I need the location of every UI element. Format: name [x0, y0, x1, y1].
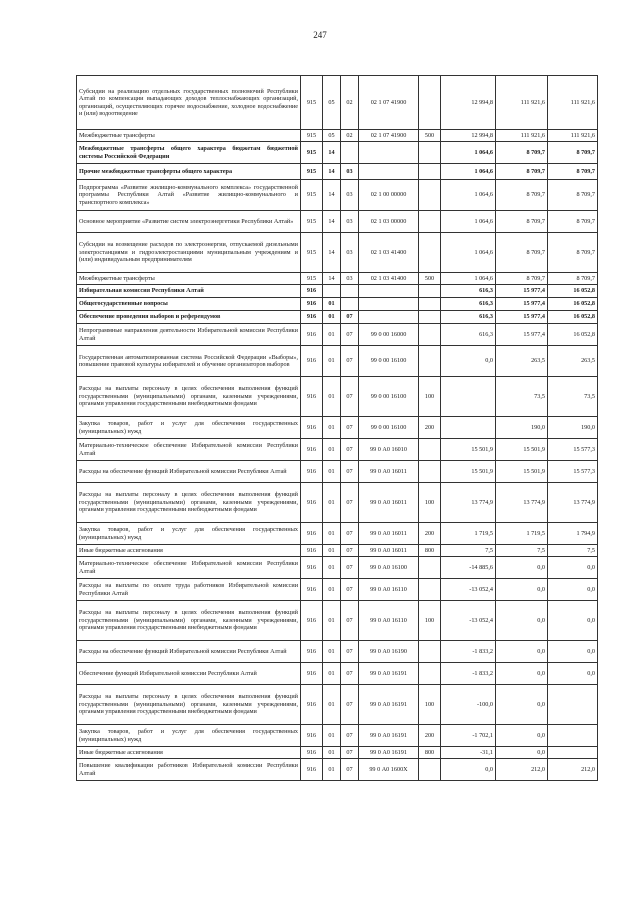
cell-amount-1: 1 064,6 — [441, 273, 496, 285]
cell-subsection-code: 03 — [341, 164, 359, 180]
cell-department-code: 916 — [301, 579, 323, 601]
table-row — [77, 346, 598, 377]
table-row — [77, 523, 598, 545]
table-row — [77, 130, 598, 142]
cell-department-code: 916 — [301, 663, 323, 685]
cell-section-code: 01 — [323, 324, 341, 346]
cell-expense-type — [419, 324, 441, 346]
table-row — [77, 439, 598, 461]
cell-amount-1: -13 052,4 — [441, 601, 496, 641]
cell-section-code: 01 — [323, 747, 341, 759]
cell-section-code: 01 — [323, 641, 341, 663]
cell-amount-2: 73,5 — [496, 377, 548, 417]
table-row — [77, 557, 598, 579]
cell-target-article: 99 0 А0 16191 — [359, 747, 419, 759]
table-row — [77, 641, 598, 663]
cell-expense-type: 100 — [419, 377, 441, 417]
cell-expense-type: 100 — [419, 601, 441, 641]
cell-amount-2: 0,0 — [496, 557, 548, 579]
cell-amount-2: 0,0 — [496, 725, 548, 747]
cell-amount-1: -1 702,1 — [441, 725, 496, 747]
cell-amount-3: 16 052,8 — [548, 311, 598, 324]
cell-amount-3: 0,0 — [548, 579, 598, 601]
cell-description: Прочие межбюджетные трансферты общего характера — [77, 164, 301, 180]
cell-expense-type — [419, 759, 441, 781]
cell-description: Субсидии на возмещение расходов по электроэнергии, отпускаемой дизельными электростанциями и гидроэлектростанциями муниципальным учреждениям и (или) индивидуальным предпринимателям — [77, 233, 301, 273]
table-row — [77, 461, 598, 483]
cell-expense-type — [419, 641, 441, 663]
cell-expense-type: 100 — [419, 685, 441, 725]
cell-description: Расходы на выплаты персоналу в целях обеспечения выполнения функций государственными (муниципальными) органами, казенными учреждениями, органами управления государственными внебюджетными фондами — [77, 483, 301, 523]
cell-amount-3: 1 794,9 — [548, 523, 598, 545]
cell-expense-type: 800 — [419, 545, 441, 557]
cell-amount-1: 616,3 — [441, 298, 496, 311]
cell-amount-1: 13 774,9 — [441, 483, 496, 523]
cell-amount-2: 0,0 — [496, 663, 548, 685]
cell-section-code: 01 — [323, 557, 341, 579]
cell-subsection-code: 07 — [341, 461, 359, 483]
cell-amount-3: 15 577,3 — [548, 439, 598, 461]
cell-amount-2: 13 774,9 — [496, 483, 548, 523]
cell-subsection-code: 07 — [341, 324, 359, 346]
cell-description: Материально-техническое обеспечение Избирательной комиссии Республики Алтай — [77, 557, 301, 579]
cell-section-code: 01 — [323, 523, 341, 545]
cell-department-code: 915 — [301, 164, 323, 180]
cell-expense-type — [419, 346, 441, 377]
cell-section-code: 01 — [323, 483, 341, 523]
cell-target-article — [359, 142, 419, 164]
page-number: 247 — [313, 30, 327, 40]
cell-amount-2: 15 977,4 — [496, 324, 548, 346]
cell-target-article: 99 0 А0 16191 — [359, 685, 419, 725]
cell-section-code: 01 — [323, 346, 341, 377]
cell-expense-type: 200 — [419, 725, 441, 747]
cell-section-code: 14 — [323, 142, 341, 164]
cell-description: Субсидии на реализацию отдельных государственных полномочий Республики Алтай по компенсации выпадающих доходов теплоснабжающих организаций, организаций, осуществляющих горячее водоснабжение, холодное водоснабжение и (или) водоотведение — [77, 76, 301, 130]
table-row — [77, 417, 598, 439]
cell-amount-3: 8 709,7 — [548, 233, 598, 273]
cell-target-article: 99 0 А0 16011 — [359, 523, 419, 545]
cell-department-code: 915 — [301, 76, 323, 130]
cell-amount-3: 111 921,6 — [548, 76, 598, 130]
cell-subsection-code — [341, 142, 359, 164]
cell-description: Закупка товаров, работ и услуг для обеспечения государственных (муниципальных) нужд — [77, 725, 301, 747]
cell-department-code: 916 — [301, 461, 323, 483]
cell-department-code: 916 — [301, 685, 323, 725]
cell-section-code: 01 — [323, 759, 341, 781]
table-row — [77, 273, 598, 285]
cell-target-article: 99 0 00 16100 — [359, 346, 419, 377]
cell-department-code: 915 — [301, 233, 323, 273]
cell-target-article — [359, 298, 419, 311]
cell-amount-1: -31,1 — [441, 747, 496, 759]
cell-subsection-code — [341, 285, 359, 298]
cell-description: Избирательная комиссия Республики Алтай — [77, 285, 301, 298]
cell-amount-3: 263,5 — [548, 346, 598, 377]
cell-amount-2: 15 977,4 — [496, 285, 548, 298]
cell-description: Государственная автоматизированная система Российской Федерации «Выборы», повышение правовой культуры избирателей и обучение организаторов выборов — [77, 346, 301, 377]
cell-department-code: 916 — [301, 285, 323, 298]
cell-amount-1: 1 064,6 — [441, 211, 496, 233]
cell-amount-3: 16 052,8 — [548, 298, 598, 311]
table-row — [77, 601, 598, 641]
table-row — [77, 725, 598, 747]
cell-description: Расходы на выплаты по оплате труда работников Избирательной комиссии Республики Алтай — [77, 579, 301, 601]
cell-amount-3: 16 052,8 — [548, 324, 598, 346]
cell-amount-1 — [441, 377, 496, 417]
cell-amount-3 — [548, 747, 598, 759]
cell-subsection-code: 07 — [341, 346, 359, 377]
table-row — [77, 579, 598, 601]
cell-subsection-code: 07 — [341, 557, 359, 579]
cell-subsection-code: 07 — [341, 759, 359, 781]
table-row — [77, 76, 598, 130]
cell-department-code: 915 — [301, 130, 323, 142]
cell-amount-2: 212,0 — [496, 759, 548, 781]
cell-description: Расходы на выплаты персоналу в целях обеспечения выполнения функций государственными (муниципальными) органами, казенными учреждениями, органами управления государственными внебюджетными фондами — [77, 601, 301, 641]
cell-description: Обеспечение функций Избирательной комиссии Республики Алтай — [77, 663, 301, 685]
cell-expense-type — [419, 663, 441, 685]
cell-expense-type — [419, 557, 441, 579]
cell-amount-3: 7,5 — [548, 545, 598, 557]
cell-amount-2: 0,0 — [496, 601, 548, 641]
cell-description: Закупка товаров, работ и услуг для обеспечения государственных (муниципальных) нужд — [77, 523, 301, 545]
budget-table — [76, 75, 598, 781]
cell-department-code: 916 — [301, 759, 323, 781]
cell-department-code: 916 — [301, 641, 323, 663]
cell-amount-2: 15 977,4 — [496, 311, 548, 324]
cell-amount-2: 15 977,4 — [496, 298, 548, 311]
cell-subsection-code: 03 — [341, 211, 359, 233]
cell-expense-type — [419, 285, 441, 298]
cell-expense-type: 100 — [419, 483, 441, 523]
cell-section-code: 01 — [323, 311, 341, 324]
cell-section-code: 01 — [323, 417, 341, 439]
cell-target-article: 99 0 А0 16191 — [359, 725, 419, 747]
cell-amount-1 — [441, 417, 496, 439]
cell-target-article: 99 0 А0 16011 — [359, 461, 419, 483]
cell-department-code: 916 — [301, 439, 323, 461]
cell-subsection-code: 07 — [341, 523, 359, 545]
cell-description: Подпрограмма «Развитие жилищно-коммунального комплекса» государственной программы Республики Алтай «Развитие жилищно-коммунального и транспортного комплекса» — [77, 180, 301, 211]
cell-description: Иные бюджетные ассигнования — [77, 747, 301, 759]
cell-target-article — [359, 285, 419, 298]
cell-section-code: 01 — [323, 439, 341, 461]
table-row — [77, 324, 598, 346]
cell-amount-3 — [548, 685, 598, 725]
cell-section-code: 01 — [323, 298, 341, 311]
cell-department-code: 916 — [301, 545, 323, 557]
cell-amount-2: 8 709,7 — [496, 180, 548, 211]
cell-subsection-code: 07 — [341, 439, 359, 461]
cell-target-article: 99 0 00 16100 — [359, 417, 419, 439]
cell-amount-2: 15 501,9 — [496, 439, 548, 461]
cell-amount-2: 8 709,7 — [496, 211, 548, 233]
cell-amount-2: 1 719,5 — [496, 523, 548, 545]
cell-target-article: 99 0 А0 16011 — [359, 545, 419, 557]
cell-section-code: 14 — [323, 180, 341, 211]
cell-expense-type — [419, 439, 441, 461]
cell-subsection-code: 07 — [341, 545, 359, 557]
cell-department-code: 916 — [301, 483, 323, 523]
cell-expense-type — [419, 298, 441, 311]
cell-section-code: 01 — [323, 579, 341, 601]
cell-amount-3: 16 052,8 — [548, 285, 598, 298]
cell-subsection-code: 07 — [341, 601, 359, 641]
cell-department-code: 916 — [301, 298, 323, 311]
cell-department-code: 915 — [301, 142, 323, 164]
cell-expense-type: 200 — [419, 417, 441, 439]
cell-description: Иные бюджетные ассигнования — [77, 545, 301, 557]
cell-amount-1: -14 885,6 — [441, 557, 496, 579]
cell-amount-2: 263,5 — [496, 346, 548, 377]
cell-target-article: 99 0 А0 16100 — [359, 557, 419, 579]
cell-description: Повышение квалификации работников Избирательной комиссии Республики Алтай — [77, 759, 301, 781]
cell-amount-2: 15 501,9 — [496, 461, 548, 483]
cell-description: Обеспечение проведения выборов и референдумов — [77, 311, 301, 324]
cell-amount-1: -1 833,2 — [441, 641, 496, 663]
table-row — [77, 298, 598, 311]
cell-description: Расходы на выплаты персоналу в целях обеспечения выполнения функций государственными (муниципальными) органами, казенными учреждениями, органами управления государственными внебюджетными фондами — [77, 685, 301, 725]
cell-amount-3: 15 577,3 — [548, 461, 598, 483]
cell-amount-1: 12 994,8 — [441, 76, 496, 130]
cell-description: Общегосударственные вопросы — [77, 298, 301, 311]
cell-department-code: 916 — [301, 377, 323, 417]
cell-department-code: 915 — [301, 211, 323, 233]
cell-subsection-code: 07 — [341, 663, 359, 685]
cell-amount-3: 13 774,9 — [548, 483, 598, 523]
cell-amount-1: 616,3 — [441, 311, 496, 324]
cell-target-article: 99 0 А0 1600Х — [359, 759, 419, 781]
cell-subsection-code: 03 — [341, 180, 359, 211]
cell-amount-1: 7,5 — [441, 545, 496, 557]
cell-amount-2: 8 709,7 — [496, 164, 548, 180]
cell-amount-1: 1 064,6 — [441, 233, 496, 273]
cell-amount-2: 7,5 — [496, 545, 548, 557]
cell-amount-2: 0,0 — [496, 579, 548, 601]
cell-department-code: 915 — [301, 273, 323, 285]
table-row — [77, 311, 598, 324]
cell-description: Основное мероприятие «Развитие систем электроэнергетики Республики Алтай» — [77, 211, 301, 233]
table-row — [77, 377, 598, 417]
cell-description: Материально-техническое обеспечение Избирательной комиссии Республики Алтай — [77, 439, 301, 461]
cell-description: Закупка товаров, работ и услуг для обеспечения государственных (муниципальных) нужд — [77, 417, 301, 439]
table-row — [77, 545, 598, 557]
cell-section-code: 01 — [323, 725, 341, 747]
cell-description: Межбюджетные трансферты — [77, 273, 301, 285]
cell-amount-2: 8 709,7 — [496, 273, 548, 285]
cell-amount-3: 8 709,7 — [548, 142, 598, 164]
cell-description: Непрограммные направления деятельности Избирательной комиссии Республики Алтай — [77, 324, 301, 346]
cell-target-article — [359, 311, 419, 324]
cell-amount-2: 0,0 — [496, 747, 548, 759]
cell-amount-3: 111 921,6 — [548, 130, 598, 142]
cell-expense-type — [419, 180, 441, 211]
cell-target-article: 02 1 03 41400 — [359, 273, 419, 285]
cell-section-code: 05 — [323, 130, 341, 142]
table-row — [77, 685, 598, 725]
cell-amount-1: 0,0 — [441, 759, 496, 781]
cell-amount-1: 616,3 — [441, 324, 496, 346]
cell-section-code: 01 — [323, 601, 341, 641]
cell-description: Межбюджетные трансферты — [77, 130, 301, 142]
cell-amount-2: 190,0 — [496, 417, 548, 439]
table-row — [77, 747, 598, 759]
table-row — [77, 164, 598, 180]
table-row — [77, 233, 598, 273]
cell-amount-3: 8 709,7 — [548, 273, 598, 285]
cell-target-article: 02 1 00 00000 — [359, 180, 419, 211]
cell-subsection-code: 03 — [341, 273, 359, 285]
cell-subsection-code: 07 — [341, 725, 359, 747]
cell-target-article: 99 0 00 16100 — [359, 377, 419, 417]
cell-target-article: 99 0 А0 16190 — [359, 641, 419, 663]
cell-target-article — [359, 164, 419, 180]
cell-amount-2: 111 921,6 — [496, 130, 548, 142]
cell-section-code: 01 — [323, 545, 341, 557]
cell-subsection-code: 03 — [341, 233, 359, 273]
cell-target-article: 99 0 А0 16191 — [359, 663, 419, 685]
cell-amount-1: 1 064,6 — [441, 164, 496, 180]
cell-expense-type — [419, 233, 441, 273]
cell-amount-3: 73,5 — [548, 377, 598, 417]
cell-amount-2: 111 921,6 — [496, 76, 548, 130]
cell-target-article: 99 0 А0 16110 — [359, 579, 419, 601]
cell-expense-type: 800 — [419, 747, 441, 759]
cell-expense-type — [419, 142, 441, 164]
table-row — [77, 759, 598, 781]
cell-amount-1: 12 994,8 — [441, 130, 496, 142]
cell-expense-type — [419, 76, 441, 130]
cell-amount-3: 0,0 — [548, 663, 598, 685]
cell-subsection-code: 07 — [341, 641, 359, 663]
cell-department-code: 916 — [301, 417, 323, 439]
cell-subsection-code: 07 — [341, 747, 359, 759]
cell-description: Расходы на выплаты персоналу в целях обеспечения выполнения функций государственными (муниципальными) органами, казенными учреждениями, органами управления государственными внебюджетными фондами — [77, 377, 301, 417]
cell-amount-2: 0,0 — [496, 641, 548, 663]
cell-target-article: 99 0 А0 16110 — [359, 601, 419, 641]
cell-section-code: 14 — [323, 233, 341, 273]
cell-amount-3: 8 709,7 — [548, 211, 598, 233]
cell-description: Расходы на обеспечение функций Избирательной комиссии Республики Алтай — [77, 461, 301, 483]
cell-amount-2: 0,0 — [496, 685, 548, 725]
cell-subsection-code — [341, 298, 359, 311]
cell-amount-1: 15 501,9 — [441, 461, 496, 483]
cell-amount-1: 15 501,9 — [441, 439, 496, 461]
cell-target-article: 99 0 А0 16010 — [359, 439, 419, 461]
cell-description: Межбюджетные трансферты общего характера бюджетам бюджетной системы Российской Федерации — [77, 142, 301, 164]
cell-target-article: 99 0 А0 16011 — [359, 483, 419, 523]
cell-target-article: 02 1 07 41900 — [359, 76, 419, 130]
cell-subsection-code: 02 — [341, 76, 359, 130]
cell-department-code: 916 — [301, 523, 323, 545]
cell-subsection-code: 07 — [341, 377, 359, 417]
cell-section-code: 14 — [323, 273, 341, 285]
cell-subsection-code: 02 — [341, 130, 359, 142]
cell-amount-1: 0,0 — [441, 346, 496, 377]
table-row — [77, 285, 598, 298]
cell-amount-1: 1 719,5 — [441, 523, 496, 545]
cell-amount-3: 190,0 — [548, 417, 598, 439]
cell-section-code: 01 — [323, 377, 341, 417]
table-row — [77, 142, 598, 164]
cell-amount-3: 0,0 — [548, 601, 598, 641]
cell-expense-type — [419, 579, 441, 601]
cell-amount-3: 8 709,7 — [548, 180, 598, 211]
cell-amount-3: 0,0 — [548, 557, 598, 579]
cell-expense-type: 500 — [419, 273, 441, 285]
cell-amount-3 — [548, 725, 598, 747]
cell-department-code: 916 — [301, 557, 323, 579]
cell-amount-3: 8 709,7 — [548, 164, 598, 180]
table-row — [77, 180, 598, 211]
cell-description: Расходы на обеспечение функций Избирательной комиссии Республики Алтай — [77, 641, 301, 663]
cell-subsection-code: 07 — [341, 685, 359, 725]
cell-section-code: 01 — [323, 663, 341, 685]
cell-section-code: 01 — [323, 461, 341, 483]
cell-amount-2: 8 709,7 — [496, 142, 548, 164]
cell-section-code: 01 — [323, 685, 341, 725]
cell-section-code: 14 — [323, 211, 341, 233]
cell-section-code: 05 — [323, 76, 341, 130]
cell-expense-type: 500 — [419, 130, 441, 142]
cell-expense-type — [419, 311, 441, 324]
cell-expense-type — [419, 211, 441, 233]
table-row — [77, 211, 598, 233]
cell-subsection-code: 07 — [341, 311, 359, 324]
cell-target-article: 02 1 03 00000 — [359, 211, 419, 233]
cell-subsection-code: 07 — [341, 483, 359, 523]
cell-target-article: 02 1 03 41400 — [359, 233, 419, 273]
cell-expense-type: 200 — [419, 523, 441, 545]
cell-expense-type — [419, 461, 441, 483]
cell-amount-3: 0,0 — [548, 641, 598, 663]
cell-amount-3: 212,0 — [548, 759, 598, 781]
table-row — [77, 663, 598, 685]
cell-department-code: 916 — [301, 601, 323, 641]
cell-target-article: 99 0 00 16000 — [359, 324, 419, 346]
cell-amount-1: -100,0 — [441, 685, 496, 725]
cell-amount-1: 1 064,6 — [441, 142, 496, 164]
cell-amount-1: 1 064,6 — [441, 180, 496, 211]
cell-department-code: 916 — [301, 311, 323, 324]
cell-expense-type — [419, 164, 441, 180]
cell-department-code: 915 — [301, 180, 323, 211]
cell-subsection-code: 07 — [341, 579, 359, 601]
cell-department-code: 916 — [301, 346, 323, 377]
cell-department-code: 916 — [301, 747, 323, 759]
cell-target-article: 02 1 07 41900 — [359, 130, 419, 142]
cell-department-code: 916 — [301, 324, 323, 346]
cell-subsection-code: 07 — [341, 417, 359, 439]
cell-department-code: 916 — [301, 725, 323, 747]
table-row — [77, 483, 598, 523]
cell-amount-2: 8 709,7 — [496, 233, 548, 273]
cell-section-code: 14 — [323, 164, 341, 180]
cell-section-code — [323, 285, 341, 298]
cell-amount-1: -13 052,4 — [441, 579, 496, 601]
cell-amount-1: -1 833,2 — [441, 663, 496, 685]
cell-amount-1: 616,3 — [441, 285, 496, 298]
